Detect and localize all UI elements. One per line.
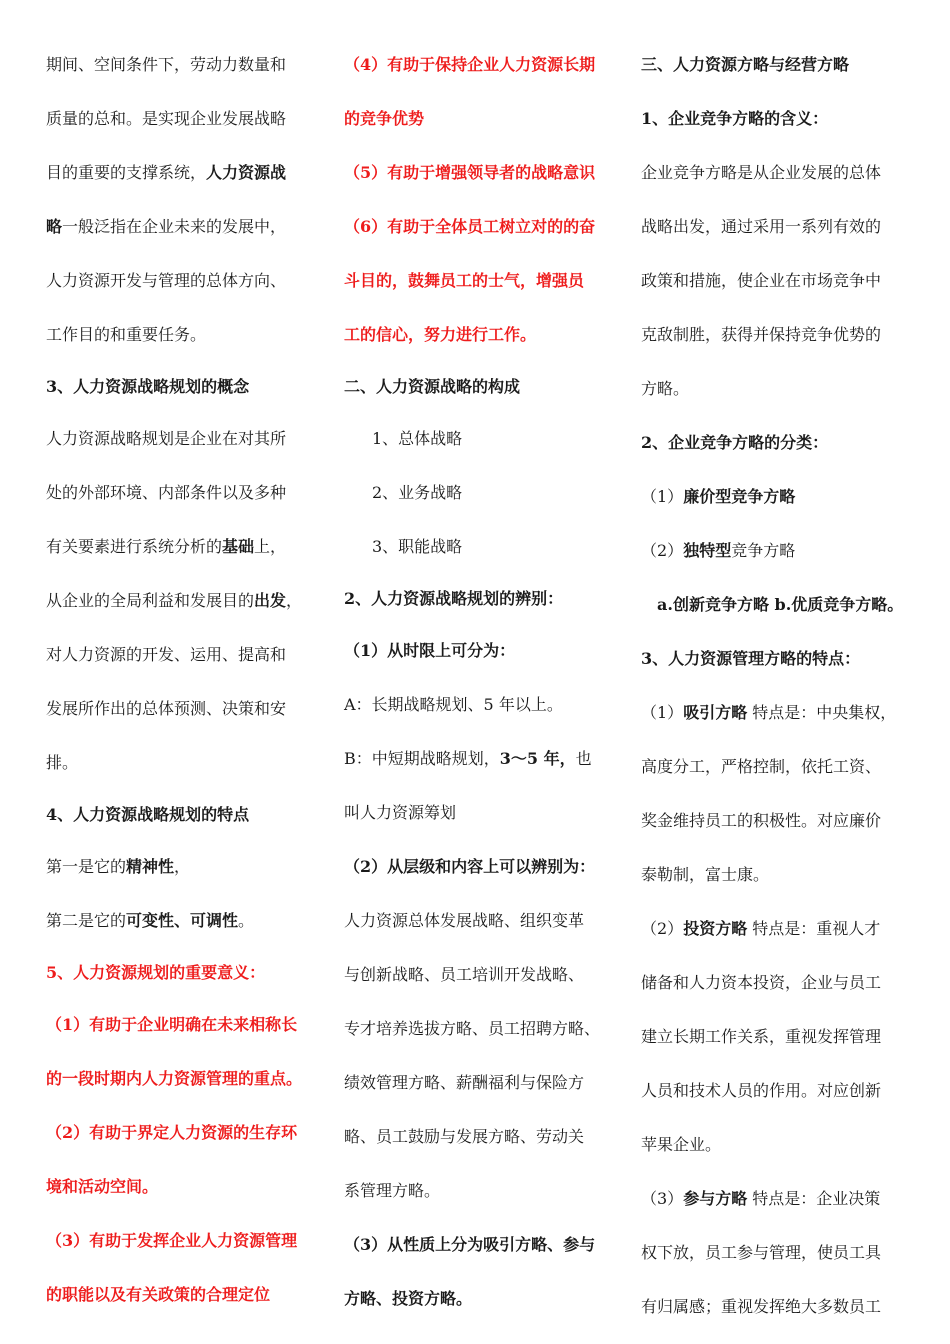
bold-term: 精神性 <box>126 857 175 876</box>
text-line: 人员和技术人员的作用。对应创新 <box>641 1081 882 1100</box>
red-text-line: 的竞争优势 <box>344 109 425 128</box>
text-line <box>46 894 318 948</box>
text-span: 上， <box>254 537 287 556</box>
text-span: 有关要素进行系统分析的 <box>46 537 223 556</box>
text-line <box>641 470 913 524</box>
text-line: 泰勒制，富士康。 <box>641 865 770 884</box>
text-span: （3）从性质上分为 <box>344 1235 484 1254</box>
text-span: 特点是：企业决策 <box>747 1189 881 1208</box>
red-text-line: 斗目的，鼓舞员工的士气，增强员 <box>344 271 585 290</box>
red-text-line: （1）有助于企业明确在未来相称长 <box>46 1015 298 1034</box>
text-span: ， <box>286 591 303 610</box>
text-line: 系管理方略。 <box>344 1181 441 1200</box>
text-line: 奖金维持员工的积极性。对应廉价 <box>641 811 882 830</box>
text-line: 政策和措施，使企业在市场竞争中 <box>641 271 882 290</box>
red-text-line: 工的信心，努力进行工作。 <box>344 325 537 344</box>
text-line <box>46 840 318 894</box>
sub-list-line: a.创新竞争方略 b.优质竞争方略。 <box>657 595 904 614</box>
text-line: 绩效管理方略、薪酬福利与保险方 <box>344 1073 585 1092</box>
sub-heading <box>344 1218 616 1272</box>
text-span: ， <box>174 857 191 876</box>
bold-term: 3～5 年， <box>499 749 576 768</box>
text-span: 竞争方略 <box>731 541 796 560</box>
text-line: 专才培养选拔方略、员工招聘方略、 <box>344 1019 601 1038</box>
section-heading: 2、企业竞争方略的分类： <box>641 433 829 452</box>
text-span: 第二是它的 <box>46 911 127 930</box>
sub-heading: （2）从层级和内容上可以辨别为： <box>344 857 596 876</box>
text-line: 对人力资源的开发、运用、提高和 <box>46 645 287 664</box>
red-text-line: （6）有助于全体员工树立对的的奋 <box>344 217 596 236</box>
text-line: 克敌制胜，获得并保持竞争优势的 <box>641 325 882 344</box>
text-span: 一般泛指在企业未来的发展中， <box>62 217 287 236</box>
text-span: 特点是：中央集权， <box>747 703 897 722</box>
red-text-line: 境和活动空间。 <box>46 1177 159 1196</box>
text-line: 权下放，员工参与管理，使员工具 <box>641 1243 882 1262</box>
column-1 <box>46 38 318 1322</box>
bold-term: 可变性、可调性 <box>126 911 239 930</box>
column-2 <box>344 38 616 1326</box>
text-line: 有归属感；重视发挥绝大多数员工 <box>641 1297 882 1316</box>
list-item: 1、总体战略 <box>372 429 463 448</box>
section-heading: 二、人力资源战略的构成 <box>344 377 521 396</box>
text-line <box>641 686 913 740</box>
text-line <box>46 146 318 200</box>
bold-term: 出发 <box>254 591 287 610</box>
text-span: 也 <box>575 749 592 768</box>
red-text-line: 的职能以及有关政策的合理定位 <box>46 1285 271 1304</box>
text-span: （3） <box>641 1189 684 1208</box>
bold-term: 基础 <box>222 537 255 556</box>
sub-heading: （1）从时限上可分为： <box>344 641 516 660</box>
section-heading: 2、人力资源战略规划的辨别： <box>344 589 564 608</box>
bold-term: 投资方略 <box>683 919 748 938</box>
text-line <box>46 200 318 254</box>
text-span: （1） <box>641 703 684 722</box>
list-item: 3、职能战略 <box>372 537 463 556</box>
text-line <box>46 574 318 628</box>
text-line: 人力资源总体发展战略、组织变革 <box>344 911 585 930</box>
text-line <box>46 520 318 574</box>
text-line: 叫人力资源筹划 <box>344 803 457 822</box>
column-3 <box>641 38 913 1334</box>
list-item: 2、业务战略 <box>372 483 463 502</box>
text-line: 储备和人力资本投资，企业与员工 <box>641 973 882 992</box>
section-heading: 3、人力资源战略规划的概念 <box>46 377 250 396</box>
text-line: 苹果企业。 <box>641 1135 722 1154</box>
bold-term: 独特型 <box>683 541 732 560</box>
text-line: A：长期战略规划、5 年以上。 <box>344 695 563 714</box>
bold-term: 廉价型竞争方略 <box>683 487 796 506</box>
text-line: 战略出发，通过采用一系列有效的 <box>641 217 882 236</box>
red-text-line: （5）有助于增强领导者的战略意识 <box>344 163 596 182</box>
text-span: 从企业的全局利益和发展目的 <box>46 591 255 610</box>
section-heading-red: 5、人力资源规划的重要意义： <box>46 963 266 982</box>
text-line: 方略。 <box>641 379 690 398</box>
red-text-line: （2）有助于界定人力资源的生存环 <box>46 1123 298 1142</box>
section-heading: 1、企业竞争方略的含义： <box>641 109 829 128</box>
section-heading: 三、人力资源方略与经营方略 <box>641 55 850 74</box>
text-line: 人力资源战略规划是企业在对其所 <box>46 429 287 448</box>
text-span: （2） <box>641 541 684 560</box>
text-span: 第一是它的 <box>46 857 127 876</box>
text-line: 排。 <box>46 753 79 772</box>
text-line <box>641 524 913 578</box>
text-span: 目的重要的支撑系统， <box>46 163 207 182</box>
bold-term: 参与方略 <box>683 1189 748 1208</box>
text-span: （1） <box>641 487 684 506</box>
text-span: 。 <box>238 911 255 930</box>
text-line: 高度分工，严格控制，依托工资、 <box>641 757 882 776</box>
text-line <box>344 732 616 786</box>
red-text-line: （3）有助于发挥企业人力资源管理 <box>46 1231 298 1250</box>
red-text-line: 的一段时期内人力资源管理的重点。 <box>46 1069 303 1088</box>
bold-term: 略 <box>46 217 63 236</box>
text-line: 质量的总和。是实现企业发展战略 <box>46 109 287 128</box>
bold-term: 吸引方略、参与 <box>483 1235 596 1254</box>
text-line: 企业竞争方略是从企业发展的总体 <box>641 163 882 182</box>
bold-term: 吸引方略 <box>683 703 748 722</box>
text-line: 与创新战略、员工培训开发战略、 <box>344 965 585 984</box>
red-text-line: （4）有助于保持企业人力资源长期 <box>344 55 596 74</box>
text-span: B：中短期战略规划， <box>344 749 500 768</box>
text-line: 略、员工鼓励与发展方略、劳动关 <box>344 1127 585 1146</box>
section-heading: 4、人力资源战略规划的特点 <box>46 805 250 824</box>
text-span: （2） <box>641 919 684 938</box>
text-line: 建立长期工作关系，重视发挥管理 <box>641 1027 882 1046</box>
sub-heading: 方略、投资方略。 <box>344 1289 473 1308</box>
bold-term: 人力资源战 <box>206 163 287 182</box>
text-line <box>641 902 913 956</box>
text-line: 期间、空间条件下，劳动力数量和 <box>46 55 287 74</box>
text-span: 特点是：重视人才 <box>747 919 881 938</box>
text-line: 发展所作出的总体预测、决策和安 <box>46 699 287 718</box>
text-line: 处的外部环境、内部条件以及多种 <box>46 483 287 502</box>
section-heading: 3、人力资源管理方略的特点： <box>641 649 861 668</box>
text-line: 工作目的和重要任务。 <box>46 325 207 344</box>
text-line <box>641 1172 913 1226</box>
text-line: 人力资源开发与管理的总体方向、 <box>46 271 287 290</box>
